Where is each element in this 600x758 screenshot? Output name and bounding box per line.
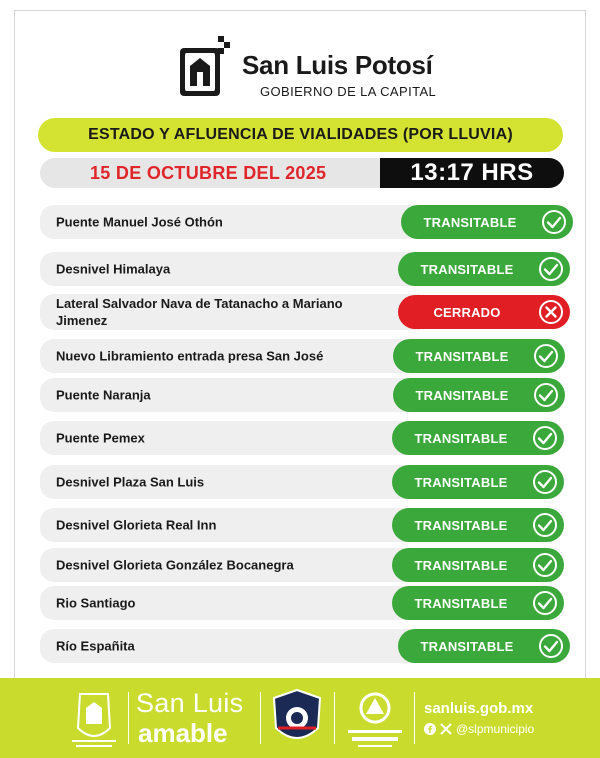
campaign-line2: amable [138, 718, 228, 748]
police-badge-icon [270, 688, 324, 750]
report-date: 15 DE OCTUBRE DEL 2025 [90, 162, 327, 183]
status-badge [393, 378, 565, 412]
road-name: Desnivel Himalaya [56, 261, 171, 277]
road-row [40, 586, 568, 620]
status-badge [398, 629, 570, 663]
road-row [40, 339, 568, 373]
road-row [40, 205, 568, 239]
time-bar [380, 158, 564, 188]
road-name: Desnivel Plaza San Luis [56, 474, 205, 490]
status-text: TRANSITABLE [414, 430, 508, 446]
road-row [40, 421, 568, 455]
brand-subtitle: GOBIERNO DE LA CAPITAL [260, 84, 437, 99]
check-circle-icon [533, 343, 559, 369]
status-text: TRANSITABLE [414, 474, 508, 490]
check-circle-icon [532, 469, 558, 495]
status-badge [392, 421, 564, 455]
road-name: Rio Santiago [56, 595, 136, 611]
footer-divider [260, 692, 261, 744]
status-badge [392, 465, 564, 499]
website-link[interactable]: sanluis.gob.mx [424, 700, 534, 717]
crest-icon [66, 688, 122, 750]
status-badge [392, 548, 564, 582]
status-badge [398, 252, 570, 286]
road-row [40, 548, 568, 582]
footer-divider [414, 692, 415, 744]
road-name: Río Españita [56, 638, 135, 654]
status-text: TRANSITABLE [415, 348, 509, 364]
status-badge [401, 205, 573, 239]
road-name: Lateral Salvador Nava de Tatanacho a Mariano Jimenez [56, 296, 343, 328]
road-name: Puente Manuel José Othón [56, 214, 223, 230]
civil-protection-icon [342, 686, 408, 752]
facebook-icon[interactable] [424, 723, 436, 735]
check-circle-icon [541, 209, 567, 235]
footer [0, 678, 600, 758]
check-circle-icon [532, 552, 558, 578]
x-icon[interactable] [440, 723, 452, 735]
road-row [40, 252, 568, 286]
road-name: Desnivel Glorieta González Bocanegra [56, 557, 294, 573]
social-links [424, 722, 534, 736]
status-text: CERRADO [433, 304, 501, 320]
city-seal-icon [178, 36, 232, 100]
date-bar [40, 158, 400, 188]
road-row [40, 508, 568, 542]
road-name: Desnivel Glorieta Real Inn [56, 517, 217, 533]
social-handle[interactable]: @slpmunicipio [456, 722, 535, 736]
status-text: TRANSITABLE [414, 557, 508, 573]
status-badge [393, 339, 565, 373]
status-badge [398, 295, 570, 329]
check-circle-icon [532, 512, 558, 538]
check-circle-icon [538, 256, 564, 282]
road-row [40, 294, 568, 330]
campaign-line1: San Luis [136, 688, 244, 718]
status-text: TRANSITABLE [414, 517, 508, 533]
road-name: Puente Naranja [56, 387, 151, 403]
footer-divider [128, 692, 129, 744]
status-badge [392, 508, 564, 542]
footer-divider [334, 692, 335, 744]
check-circle-icon [532, 590, 558, 616]
brand-name: San Luis Potosí [242, 50, 433, 80]
status-text: TRANSITABLE [420, 261, 514, 277]
road-row [40, 378, 568, 412]
report-title-bar [38, 118, 563, 152]
check-circle-icon [538, 633, 564, 659]
status-badge [392, 586, 564, 620]
x-circle-icon [538, 299, 564, 325]
check-circle-icon [532, 425, 558, 451]
header-logo [178, 18, 437, 104]
status-text: TRANSITABLE [420, 638, 514, 654]
report-time: 13:17 HRS [410, 159, 534, 186]
road-name: Puente Pemex [56, 430, 145, 446]
check-circle-icon [533, 382, 559, 408]
road-name: Nuevo Libramiento entrada presa San José [56, 348, 324, 364]
road-row [40, 629, 568, 663]
status-text: TRANSITABLE [423, 214, 517, 230]
report-title: ESTADO Y AFLUENCIA DE VIALIDADES (POR LLUVIA) [88, 126, 513, 143]
status-text: TRANSITABLE [414, 595, 508, 611]
status-text: TRANSITABLE [415, 387, 509, 403]
road-row [40, 465, 568, 499]
